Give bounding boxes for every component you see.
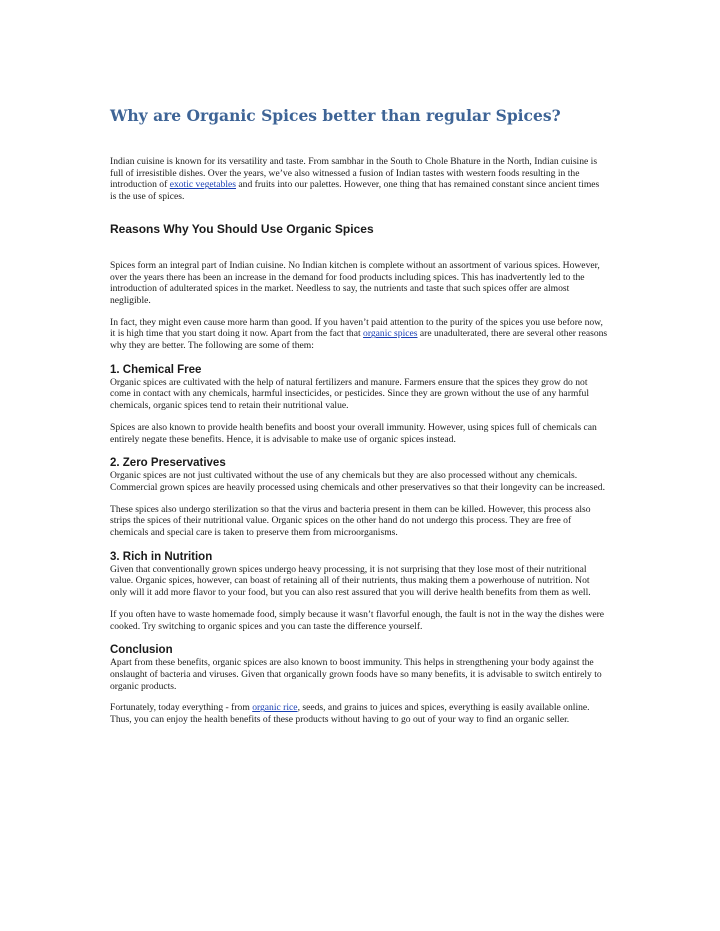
conclusion-text-before: Fortunately, today everything - from	[110, 702, 253, 714]
intro-text-after: and fruits into our palettes. However, one thing that has remained constant since ancient times is the use of spices.	[110, 179, 600, 203]
conclusion-paragraph-1: Apart from these benefits, organic spices are also known to boost immunity. This helps in strengthening your body against the onslaught of bacteria and viruses. Given that organically grown foods have so many benefits, it is advisable to switch entirely to organic products.	[110, 657, 602, 692]
reasons-paragraph-2	[110, 317, 608, 352]
exotic-vegetables-link[interactable]: exotic vegetables	[169, 179, 237, 191]
section-paragraph-2: Spices are also known to provide health benefits and boost your overall immunity. However, using spices full of chemicals can entirely negate these benefits. Hence, it is advisable to make use of organic spices instead.	[110, 421, 597, 445]
organic-spices-link[interactable]: organic spices	[363, 328, 418, 340]
conclusion-heading: Conclusion	[110, 644, 173, 657]
intro-text-before: Indian cuisine is known for its versatility and taste. From sambhar in the South to Chole Bhature in the North, Indian cuisine is full of irresistible dishes. Over the years, we’ve also witnessed a fusion of Indian tastes with western foods resulting in the introduction of	[110, 156, 598, 191]
reasons-text-after: are unadulterated, there are several other reasons why they are better. The following are some of them:	[110, 328, 608, 352]
section-paragraph-2: These spices also undergo sterilization so that the virus and bacteria present in them can be killed. However, this process also strips the spices of their nutritional value. Organic spices on the other hand do not undergo this process. They are free of chemicals and special care is taken to preserve them from microorganisms.	[110, 503, 591, 539]
page-title: Why are Organic Spices better than regular Spices?	[110, 106, 561, 125]
conclusion-paragraph-2	[110, 702, 608, 725]
section-paragraph-1: Organic spices are cultivated with the help of natural fertilizers and manure. Farmers ensure that the spices they grow do not come in contact with any chemicals, harmful insecticides, or pesticides. Since they are grown without the use of any harmful chemicals, organic spices tend to retain their nutritional value.	[110, 376, 590, 412]
section-paragraph-2: If you often have to waste homemade food, simply because it wasn’t flavorful enough, the fault is not in the way the dishes were cooked. Try switching to organic spices and you can taste the difference yourself.	[110, 608, 605, 632]
section-conclusion	[110, 644, 608, 726]
reasons-heading: Reasons Why You Should Use Organic Spices	[110, 221, 374, 236]
conclusion-text-after: , seeds, and grains to juices and spices, everything is easily available online. Thus, you can enjoy the health benefits of these products without having to go out of your way to find an organic seller.	[110, 702, 590, 726]
section-heading: 3. Rich in Nutrition	[110, 550, 213, 563]
section-paragraph-1: Given that conventionally grown spices undergo heavy processing, it is not surprising that they lose most of their nutritional value. Organic spices, however, can boast of retaining all of their nutrients, thus making them a powerhouse of nutrition. Not only will it add more flavor to your food, but you can also rest assured that you will derive health benefits from them as well.	[110, 563, 591, 599]
section-paragraph-1: Organic spices are not just cultivated without the use of any chemicals but they are also processed without any chemicals. Commercial grown spices are heavily processed using chemicals and other preservatives so that their longevity can be increased.	[110, 470, 605, 493]
section-chemical-free	[110, 364, 608, 446]
section-rich-in-nutrition	[110, 551, 608, 633]
organic-rice-link[interactable]: organic rice	[252, 702, 298, 714]
section-heading: 1. Chemical Free	[110, 363, 202, 376]
reasons-text-before: In fact, they might even cause more harm than good. If you haven’t paid attention to the purity of the spices you use before now, it is high time that you start doing it now. Apart from the fact that	[110, 316, 603, 340]
section-heading: 2. Zero Preservatives	[110, 457, 226, 470]
section-zero-preservatives	[110, 457, 608, 539]
intro-paragraph	[110, 156, 608, 203]
reasons-paragraph-1: Spices form an integral part of Indian cuisine. No Indian kitchen is complete without an assortment of various spices. However, over the years there has been an increase in the demand for food products including spices. This has inadvertently led to the introduction of adulterated spices in the market. Needless to say, the nutrients and taste that such spices offer are almost negligible.	[110, 259, 600, 306]
